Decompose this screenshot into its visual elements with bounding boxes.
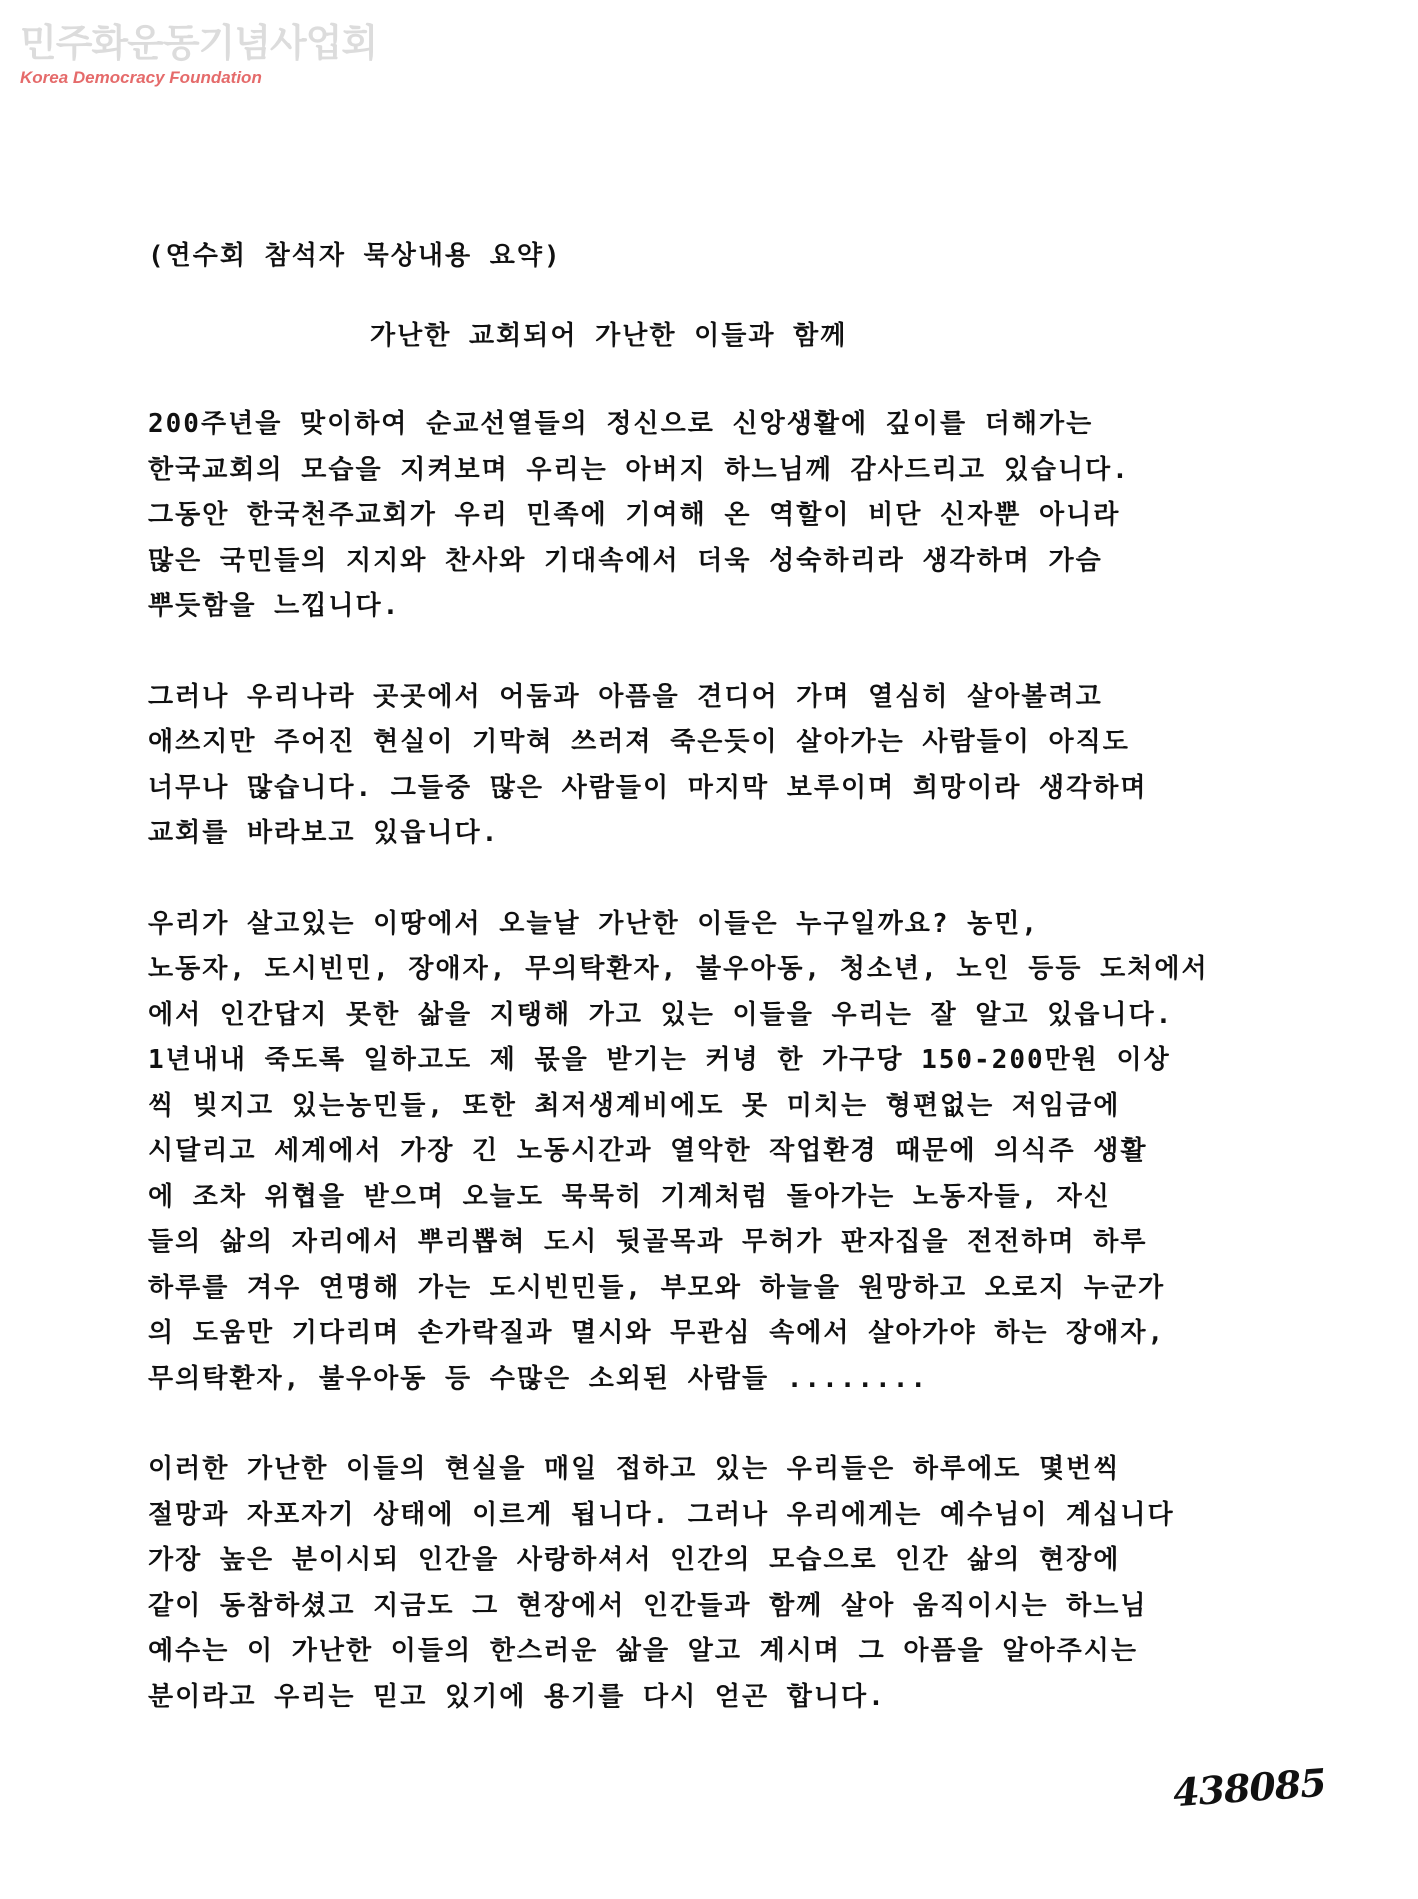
text-line: 우리가 살고있는 이땅에서 오늘날 가난한 이들은 누구일까요? 농민, <box>148 908 1040 939</box>
text-line: 절망과 자포자기 상태에 이르게 됩니다. 그러나 우리에게는 예수님이 계십니다 <box>148 1499 1175 1530</box>
text-line: 에 조차 위협을 받으며 오늘도 묵묵히 기계처럼 돌아가는 노동자들, 자신 <box>148 1181 1111 1212</box>
document-subtitle: (연수회 참석자 묵상내용 요약) <box>148 241 562 271</box>
text-line: 한국교회의 모습을 지켜보며 우리는 아버지 하느님께 감사드리고 있습니다. <box>148 454 1130 485</box>
text-line: 1년내내 죽도록 일하고도 제 몫을 받기는 커녕 한 가구당 150-200만원 이상 <box>148 1045 1171 1075</box>
document-title: 가난한 교회되어 가난한 이들과 함께 <box>370 321 848 351</box>
text-line: 많은 국민들의 지지와 찬사와 기대속에서 더욱 성숙하리라 생각하며 가슴 <box>148 545 1103 576</box>
text-line: 에서 인간답지 못한 삶을 지탱해 가고 있는 이들을 우리는 잘 알고 있읍니다. <box>148 999 1174 1030</box>
watermark-korean-text: 민주화운동기념사업회 <box>20 21 378 65</box>
text-line: 무의탁환자, 불우아동 등 수많은 소외된 사람들 ........ <box>148 1363 929 1394</box>
paragraph-1 <box>148 402 1348 630</box>
document-body <box>148 236 1348 1720</box>
text-line: 그러나 우리나라 곳곳에서 어둠과 아픔을 견디어 가며 열심히 살아볼려고 <box>148 681 1103 712</box>
document-number: 438085 <box>1171 1759 1328 1816</box>
text-line: 의 도움만 기다리며 손가락질과 멸시와 무관심 속에서 살아가야 하는 장애자, <box>148 1318 1166 1348</box>
watermark-english-text: Korea Democracy Foundation <box>20 68 262 87</box>
text-line: 같이 동참하셨고 지금도 그 현장에서 인간들과 함께 살아 움직이시는 하느님 <box>148 1590 1148 1621</box>
paragraph-3 <box>148 902 1348 1403</box>
watermark-logo <box>20 22 377 88</box>
text-line: 예수는 이 가난한 이들의 한스러운 삶을 알고 계시며 그 아픔을 알아주시는 <box>148 1636 1139 1666</box>
text-line: 너무나 많습니다. 그들중 많은 사람들이 마지막 보루이며 희망이라 생각하며 <box>148 772 1148 803</box>
text-line: 노동자, 도시빈민, 장애자, 무의탁환자, 불우아동, 청소년, 노인 등등 도처에서 <box>148 954 1209 984</box>
text-line: 시달리고 세계에서 가장 긴 노동시간과 열악한 작업환경 때문에 의식주 생활 <box>148 1136 1148 1166</box>
text-line: 하루를 겨우 연명해 가는 도시빈민들, 부모와 하늘을 원망하고 오로지 누군가 <box>148 1272 1166 1303</box>
text-line: 분이라고 우리는 믿고 있기에 용기를 다시 얻곤 합니다. <box>148 1681 886 1712</box>
paragraph-2 <box>148 675 1348 857</box>
text-line: 교회를 바라보고 있읍니다. <box>148 818 500 848</box>
text-line: 씩 빚지고 있는농민들, 또한 최저생계비에도 못 미치는 형편없는 저임금에 <box>148 1090 1121 1121</box>
text-line: 가장 높은 분이시되 인간을 사랑하셔서 인간의 모습으로 인간 삶의 현장에 <box>148 1545 1121 1575</box>
text-line: 이러한 가난한 이들의 현실을 매일 접하고 있는 우리들은 하루에도 몇번씩 <box>148 1454 1121 1484</box>
text-line: 200주년을 맞이하여 순교선열들의 정신으로 신앙생활에 깊이를 더해가는 <box>148 409 1094 439</box>
text-line: 들의 삶의 자리에서 뿌리뽑혀 도시 뒷골목과 무허가 판자집을 전전하며 하루 <box>148 1227 1148 1257</box>
text-line: 뿌듯함을 느낍니다. <box>148 591 401 621</box>
text-line: 애쓰지만 주어진 현실이 기막혀 쓰러져 죽은듯이 살아가는 사람들이 아직도 <box>148 727 1130 757</box>
text-line: 그동안 한국천주교회가 우리 민족에 기여해 온 역할이 비단 신자뿐 아니라 <box>148 500 1121 530</box>
paragraph-4 <box>148 1447 1348 1720</box>
